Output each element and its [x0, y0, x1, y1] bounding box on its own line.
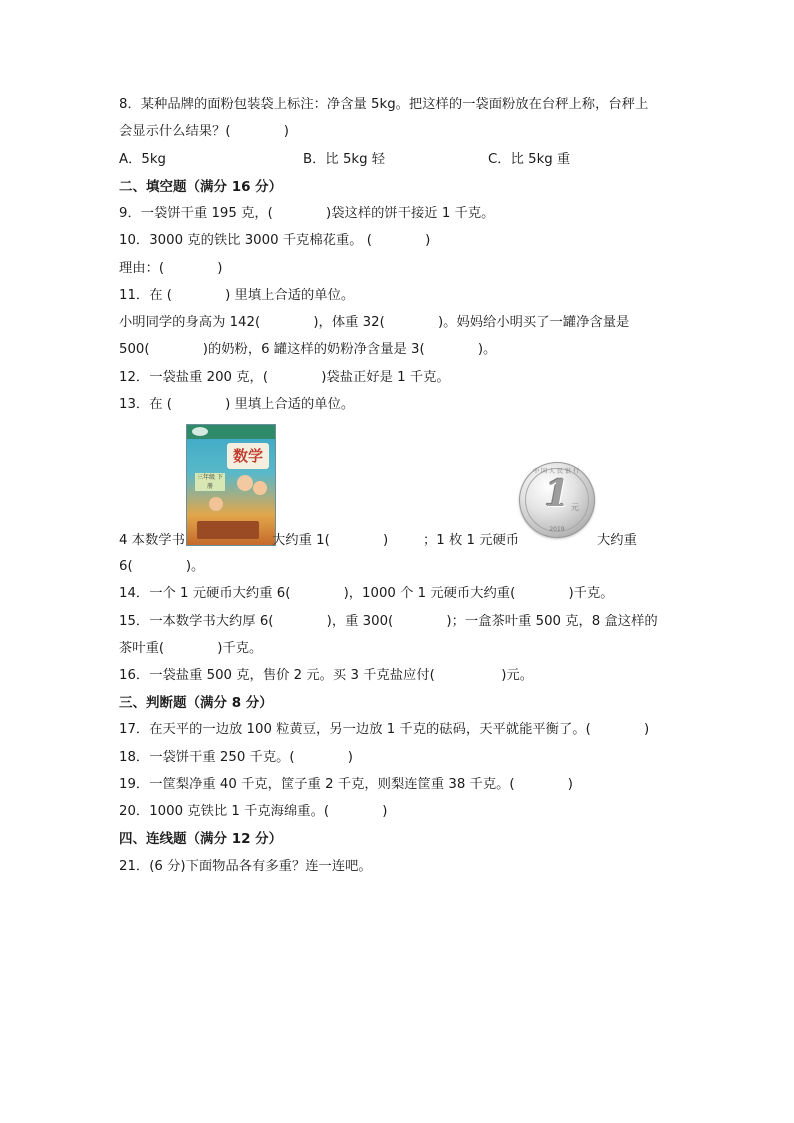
q15-line1: 15．一本数学书大约厚 6( )，重 300( )；一盒茶叶重 500 克，8 盒这样的	[119, 614, 658, 629]
q15-line2: 茶叶重( )千克。	[119, 641, 263, 656]
q13-line3: 6( )。	[119, 559, 205, 574]
child-figure-icon	[237, 475, 253, 491]
one-yuan-coin-image	[519, 462, 595, 538]
q10-reason: 理由：( )	[119, 261, 223, 276]
math-book-image	[186, 424, 276, 546]
q16: 16．一袋盐重 500 克，售价 2 元。买 3 千克盐应付( )元。	[119, 668, 534, 683]
book-cover-title: 数学	[227, 443, 269, 469]
q11-line2: 小明同学的身高为 142( )，体重 32( )。妈妈给小明买了一罐净含量是	[119, 315, 630, 330]
child-figure-icon	[209, 497, 223, 511]
publisher-logo	[192, 427, 208, 436]
q13-line1: 13．在 ( ) 里填上合适的单位。	[119, 397, 355, 412]
q8-line2: 会显示什么结果？( )	[119, 124, 289, 139]
q8-option-c: C．比 5kg 重	[488, 152, 571, 167]
q12: 12．一袋盐重 200 克，( )袋盐正好是 1 千克。	[119, 370, 450, 385]
q10: 10．3000 克的铁比 3000 千克棉花重。 ( )	[119, 233, 431, 248]
q20: 20．1000 克铁比 1 千克海绵重。( )	[119, 804, 388, 819]
q8-options	[119, 151, 679, 169]
section-2-heading: 二、填空题（满分 16 分）	[119, 179, 283, 195]
coin-value: 1	[544, 473, 570, 515]
q11-line3: 500( )的奶粉，6 罐这样的奶粉净含量是 3( )。	[119, 342, 497, 357]
q14: 14．一个 1 元硬币大约重 6( )，1000 个 1 元硬币大约重( )千克。	[119, 586, 614, 601]
book-stack-icon	[197, 521, 259, 539]
q17: 17．在天平的一边放 100 粒黄豆，另一边放 1 千克的砝码，天平就能平衡了。( )	[119, 722, 650, 737]
q13-coin-label: ；1 枚 1 元硬币	[423, 533, 520, 548]
q11-line1: 11．在 ( ) 里填上合适的单位。	[119, 288, 355, 303]
q8-option-b: B．比 5kg 轻	[303, 152, 386, 167]
child-figure-icon	[253, 481, 267, 495]
q13-coin-weight: 大约重	[597, 533, 637, 548]
q8-option-a: A．5kg	[119, 152, 166, 167]
q9: 9．一袋饼干重 195 克，( )袋这样的饼干接近 1 千克。	[119, 206, 495, 221]
q18: 18．一袋饼干重 250 千克。( )	[119, 750, 353, 765]
coin-year: 2019	[549, 526, 565, 533]
book-cover-grade: 三年级 下册	[195, 473, 225, 491]
q13-book-weight: 大约重 1( )	[272, 533, 389, 548]
q13-book-label: 4 本数学书	[119, 533, 185, 548]
q8-line1: 8．某种品牌的面粉包装袋上标注：净含量 5kg。把这样的一袋面粉放在台秤上称，台秤上	[119, 97, 649, 112]
coin-unit: 元	[571, 503, 579, 512]
q21: 21．(6 分)下面物品各有多重？连一连吧。	[119, 859, 372, 874]
coin-top-text: 中国人民银行	[532, 468, 581, 475]
section-3-heading: 三、判断题（满分 8 分）	[119, 695, 273, 711]
q19: 19．一筐梨净重 40 千克，筐子重 2 千克，则梨连筐重 38 千克。( )	[119, 777, 573, 792]
section-4-heading: 四、连线题（满分 12 分）	[119, 831, 283, 847]
